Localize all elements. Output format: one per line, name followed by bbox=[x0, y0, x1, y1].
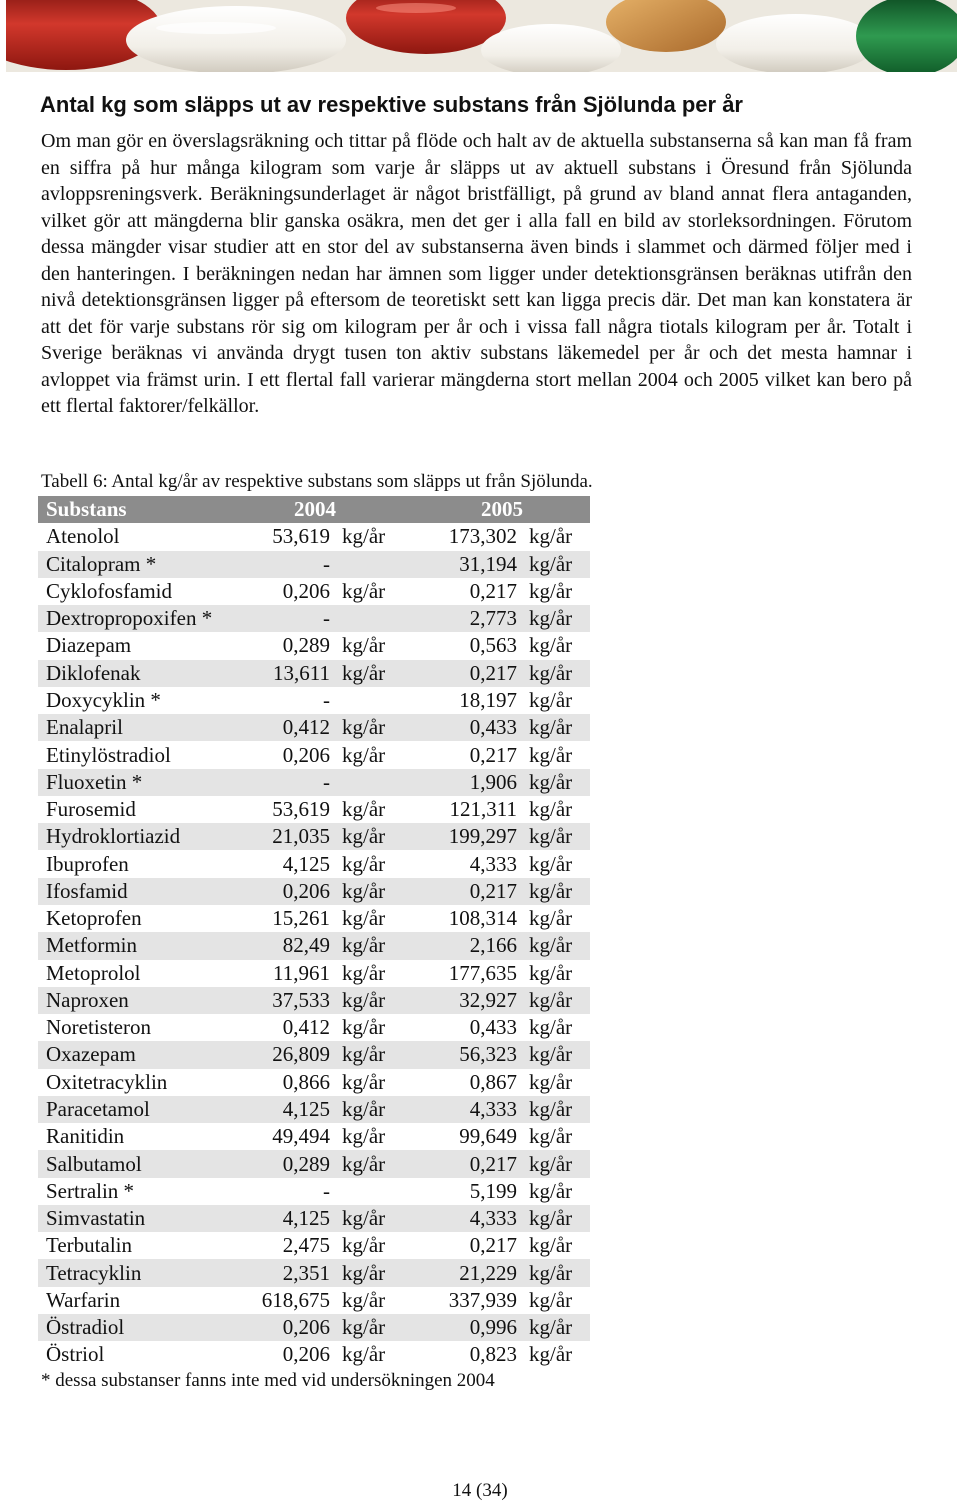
unit-2004: kg/år bbox=[336, 987, 431, 1014]
unit-2004 bbox=[336, 769, 431, 796]
unit-2005: kg/år bbox=[523, 632, 590, 659]
substance-name: Hydroklortiazid bbox=[38, 823, 250, 850]
substance-name: Ranitidin bbox=[38, 1123, 250, 1150]
unit-2005: kg/år bbox=[523, 578, 590, 605]
substance-name: Ifosfamid bbox=[38, 878, 250, 905]
substance-name: Cyklofosfamid bbox=[38, 578, 250, 605]
value-2005: 4,333 bbox=[431, 1205, 523, 1232]
header-banner-pills-image bbox=[6, 0, 957, 72]
value-2004: 53,619 bbox=[250, 796, 336, 823]
value-2004: 0,206 bbox=[250, 578, 336, 605]
unit-2004: kg/år bbox=[336, 1205, 431, 1232]
substance-name: Diazepam bbox=[38, 632, 250, 659]
unit-2004 bbox=[336, 1178, 431, 1205]
unit-2005: kg/år bbox=[523, 796, 590, 823]
value-2005: 0,217 bbox=[431, 878, 523, 905]
unit-2005: kg/år bbox=[523, 1287, 590, 1314]
value-2004: 0,206 bbox=[250, 878, 336, 905]
substance-name: Ibuprofen bbox=[38, 850, 250, 877]
value-2004: 0,866 bbox=[250, 1069, 336, 1096]
header-2005: 2005 bbox=[431, 496, 523, 523]
unit-2005: kg/år bbox=[523, 769, 590, 796]
unit-2005: kg/år bbox=[523, 1041, 590, 1068]
unit-2004: kg/år bbox=[336, 632, 431, 659]
green-capsule bbox=[856, 0, 957, 72]
table-row bbox=[38, 850, 590, 877]
value-2004: 82,49 bbox=[250, 932, 336, 959]
unit-2005: kg/år bbox=[523, 551, 590, 578]
table-footnote: * dessa substanser fanns inte med vid undersökningen 2004 bbox=[41, 1370, 495, 1391]
unit-2005: kg/år bbox=[523, 823, 590, 850]
unit-2005: kg/år bbox=[523, 1314, 590, 1341]
value-2004: 15,261 bbox=[250, 905, 336, 932]
value-2005: 337,939 bbox=[431, 1287, 523, 1314]
substance-name: Sertralin * bbox=[38, 1178, 250, 1205]
unit-2005: kg/år bbox=[523, 687, 590, 714]
value-2005: 56,323 bbox=[431, 1041, 523, 1068]
value-2005: 0,217 bbox=[431, 741, 523, 768]
value-2004: 13,611 bbox=[250, 660, 336, 687]
value-2005: 0,996 bbox=[431, 1314, 523, 1341]
section-heading: Antal kg som släpps ut av respektive substans från Sjölunda per år bbox=[40, 92, 743, 117]
unit-2004: kg/år bbox=[336, 1314, 431, 1341]
substance-name: Tetracyklin bbox=[38, 1259, 250, 1286]
unit-2004: kg/år bbox=[336, 578, 431, 605]
table-row bbox=[38, 960, 590, 987]
value-2005: 121,311 bbox=[431, 796, 523, 823]
unit-2005: kg/år bbox=[523, 714, 590, 741]
unit-2004: kg/år bbox=[336, 796, 431, 823]
value-2004: - bbox=[250, 551, 336, 578]
value-2004: 2,351 bbox=[250, 1259, 336, 1286]
table-row bbox=[38, 1150, 590, 1177]
table-row bbox=[38, 714, 590, 741]
unit-2005: kg/år bbox=[523, 1205, 590, 1232]
table-row bbox=[38, 1178, 590, 1205]
header-2004: 2004 bbox=[250, 496, 336, 523]
unit-2004: kg/år bbox=[336, 1287, 431, 1314]
table-row bbox=[38, 1287, 590, 1314]
page-number: 14 (34) bbox=[452, 1480, 508, 1501]
value-2005: 0,217 bbox=[431, 1150, 523, 1177]
unit-2005: kg/år bbox=[523, 932, 590, 959]
unit-2005: kg/år bbox=[523, 1014, 590, 1041]
table-row bbox=[38, 1341, 590, 1368]
value-2005: 18,197 bbox=[431, 687, 523, 714]
substance-name: Warfarin bbox=[38, 1287, 250, 1314]
value-2004: - bbox=[250, 605, 336, 632]
value-2004: 618,675 bbox=[250, 1287, 336, 1314]
unit-2005: kg/år bbox=[523, 660, 590, 687]
unit-2004: kg/år bbox=[336, 960, 431, 987]
table-row bbox=[38, 605, 590, 632]
unit-2005: kg/år bbox=[523, 1123, 590, 1150]
value-2004: 0,206 bbox=[250, 1341, 336, 1368]
value-2005: 2,773 bbox=[431, 605, 523, 632]
table-row bbox=[38, 878, 590, 905]
value-2004: 21,035 bbox=[250, 823, 336, 850]
value-2005: 108,314 bbox=[431, 905, 523, 932]
unit-2005: kg/år bbox=[523, 1150, 590, 1177]
table-row bbox=[38, 1069, 590, 1096]
substance-name: Östriol bbox=[38, 1341, 250, 1368]
white-capsule bbox=[126, 6, 346, 72]
unit-2004 bbox=[336, 687, 431, 714]
value-2004: 0,206 bbox=[250, 741, 336, 768]
unit-2004: kg/år bbox=[336, 1150, 431, 1177]
table-caption: Tabell 6: Antal kg/år av respektive substans som släpps ut från Sjölunda. bbox=[41, 471, 593, 492]
value-2005: 199,297 bbox=[431, 823, 523, 850]
table-body bbox=[38, 523, 590, 1368]
substance-name: Oxazepam bbox=[38, 1041, 250, 1068]
pills-illustration bbox=[6, 0, 957, 72]
substance-name: Terbutalin bbox=[38, 1232, 250, 1259]
table-row bbox=[38, 1014, 590, 1041]
unit-2005: kg/år bbox=[523, 1341, 590, 1368]
unit-2004: kg/år bbox=[336, 878, 431, 905]
table-row bbox=[38, 741, 590, 768]
value-2005: 0,867 bbox=[431, 1069, 523, 1096]
substance-name: Fluoxetin * bbox=[38, 769, 250, 796]
unit-2004: kg/år bbox=[336, 660, 431, 687]
unit-2005: kg/år bbox=[523, 960, 590, 987]
value-2004: 0,206 bbox=[250, 1314, 336, 1341]
unit-2005: kg/år bbox=[523, 523, 590, 550]
unit-2004: kg/år bbox=[336, 850, 431, 877]
value-2005: 99,649 bbox=[431, 1123, 523, 1150]
value-2005: 2,166 bbox=[431, 932, 523, 959]
unit-2004: kg/år bbox=[336, 1259, 431, 1286]
value-2004: - bbox=[250, 769, 336, 796]
value-2004: 0,412 bbox=[250, 714, 336, 741]
unit-2004: kg/år bbox=[336, 823, 431, 850]
table-row bbox=[38, 1096, 590, 1123]
value-2005: 4,333 bbox=[431, 1096, 523, 1123]
substance-name: Citalopram * bbox=[38, 551, 250, 578]
value-2004: 26,809 bbox=[250, 1041, 336, 1068]
table-row bbox=[38, 687, 590, 714]
table-row bbox=[38, 578, 590, 605]
value-2004: - bbox=[250, 1178, 336, 1205]
unit-2005: kg/år bbox=[523, 1232, 590, 1259]
header-substance: Substans bbox=[38, 496, 250, 523]
value-2005: 0,433 bbox=[431, 1014, 523, 1041]
unit-2005: kg/år bbox=[523, 605, 590, 632]
body-paragraph: Om man gör en överslagsräkning och tittar på flöde och halt av de aktuella substanserna så kan man få fram en siffra på hur många kilogram som varje år släpps ut av aktuell substans i Öresund från Sjölunda avloppsreningsverk. Beräkningsunderlaget är något bristfälligt, på grund av bland annat flera antaganden, vilket gör att mängderna blir ganska osäkra, men det ger i alla fall en bild av storleksordningen. Förutom dessa mängder visar studier att en stor del av substanserna även binds i slammet och därmed följer med i den hanteringen. I beräkningen nedan har ämnen som ligger under detektionsgränsen beräknas utifrån den nivå detektionsgränsen ligger på eftersom de teoretiskt sett kan ligga precis där. Det man kan konstatera är att det för varje substans rör sig om kilogram per år och i vissa fall några tiotals kilogram per år. Totalt i Sverige beräknas vi använda drygt tusen ton aktiv substans läkemedel per år och det mesta hamnar i avloppet via främst urin. I ett flertal fall varierar mängderna stort mellan 2004 och 2005 vilket kan bero på ett flertal faktorer/felkällor. bbox=[41, 130, 912, 417]
table-row bbox=[38, 905, 590, 932]
value-2004: 53,619 bbox=[250, 523, 336, 550]
table-row bbox=[38, 823, 590, 850]
value-2005: 5,199 bbox=[431, 1178, 523, 1205]
table-row bbox=[38, 551, 590, 578]
table-row bbox=[38, 523, 590, 550]
unit-2004: kg/år bbox=[336, 905, 431, 932]
unit-2004 bbox=[336, 551, 431, 578]
value-2005: 0,823 bbox=[431, 1341, 523, 1368]
value-2005: 0,217 bbox=[431, 578, 523, 605]
unit-2005: kg/år bbox=[523, 1259, 590, 1286]
substance-name: Naproxen bbox=[38, 987, 250, 1014]
value-2005: 1,906 bbox=[431, 769, 523, 796]
substance-name: Atenolol bbox=[38, 523, 250, 550]
unit-2004: kg/år bbox=[336, 1014, 431, 1041]
unit-2004: kg/år bbox=[336, 1341, 431, 1368]
substance-name: Noretisteron bbox=[38, 1014, 250, 1041]
value-2005: 0,433 bbox=[431, 714, 523, 741]
value-2005: 0,563 bbox=[431, 632, 523, 659]
table-row bbox=[38, 660, 590, 687]
unit-2004: kg/år bbox=[336, 714, 431, 741]
substance-table bbox=[38, 496, 590, 1369]
table-row bbox=[38, 1259, 590, 1286]
substance-name: Oxitetracyklin bbox=[38, 1069, 250, 1096]
table-row bbox=[38, 1205, 590, 1232]
substance-name: Östradiol bbox=[38, 1314, 250, 1341]
value-2004: 0,289 bbox=[250, 632, 336, 659]
value-2004: 4,125 bbox=[250, 850, 336, 877]
value-2004: 2,475 bbox=[250, 1232, 336, 1259]
value-2004: 4,125 bbox=[250, 1096, 336, 1123]
unit-2004: kg/år bbox=[336, 741, 431, 768]
unit-2005: kg/år bbox=[523, 878, 590, 905]
substance-name: Furosemid bbox=[38, 796, 250, 823]
value-2005: 21,229 bbox=[431, 1259, 523, 1286]
unit-2005: kg/år bbox=[523, 987, 590, 1014]
table-header-row bbox=[38, 496, 590, 523]
table-row bbox=[38, 796, 590, 823]
unit-2004: kg/år bbox=[336, 1041, 431, 1068]
value-2004: 49,494 bbox=[250, 1123, 336, 1150]
substance-name: Simvastatin bbox=[38, 1205, 250, 1232]
table-row bbox=[38, 1314, 590, 1341]
table-row bbox=[38, 769, 590, 796]
substance-name: Ketoprofen bbox=[38, 905, 250, 932]
value-2004: 11,961 bbox=[250, 960, 336, 987]
value-2005: 0,217 bbox=[431, 1232, 523, 1259]
substance-name: Metoprolol bbox=[38, 960, 250, 987]
unit-2005: kg/år bbox=[523, 1069, 590, 1096]
unit-2004: kg/år bbox=[336, 1232, 431, 1259]
unit-2004: kg/år bbox=[336, 1123, 431, 1150]
table-row bbox=[38, 1041, 590, 1068]
value-2005: 4,333 bbox=[431, 850, 523, 877]
unit-2005: kg/år bbox=[523, 1096, 590, 1123]
substance-name: Diklofenak bbox=[38, 660, 250, 687]
value-2005: 177,635 bbox=[431, 960, 523, 987]
substance-name: Salbutamol bbox=[38, 1150, 250, 1177]
unit-2004: kg/år bbox=[336, 1069, 431, 1096]
substance-name: Etinylöstradiol bbox=[38, 741, 250, 768]
unit-2004: kg/år bbox=[336, 932, 431, 959]
unit-2005: kg/år bbox=[523, 741, 590, 768]
table-row bbox=[38, 1232, 590, 1259]
table-row bbox=[38, 932, 590, 959]
value-2004: - bbox=[250, 687, 336, 714]
table-row bbox=[38, 632, 590, 659]
substance-name: Enalapril bbox=[38, 714, 250, 741]
unit-2005: kg/år bbox=[523, 1178, 590, 1205]
substance-name: Dextropropoxifen * bbox=[38, 605, 250, 632]
value-2005: 31,194 bbox=[431, 551, 523, 578]
table-row bbox=[38, 987, 590, 1014]
unit-2004: kg/år bbox=[336, 523, 431, 550]
substance-name: Doxycyklin * bbox=[38, 687, 250, 714]
unit-2004 bbox=[336, 605, 431, 632]
value-2004: 4,125 bbox=[250, 1205, 336, 1232]
value-2005: 173,302 bbox=[431, 523, 523, 550]
value-2004: 37,533 bbox=[250, 987, 336, 1014]
value-2005: 0,217 bbox=[431, 660, 523, 687]
unit-2005: kg/år bbox=[523, 850, 590, 877]
substance-name: Metformin bbox=[38, 932, 250, 959]
unit-2005: kg/år bbox=[523, 905, 590, 932]
value-2004: 0,412 bbox=[250, 1014, 336, 1041]
substance-name: Paracetamol bbox=[38, 1096, 250, 1123]
unit-2004: kg/år bbox=[336, 1096, 431, 1123]
white-pill-right bbox=[716, 14, 876, 72]
table-row bbox=[38, 1123, 590, 1150]
value-2005: 32,927 bbox=[431, 987, 523, 1014]
value-2004: 0,289 bbox=[250, 1150, 336, 1177]
